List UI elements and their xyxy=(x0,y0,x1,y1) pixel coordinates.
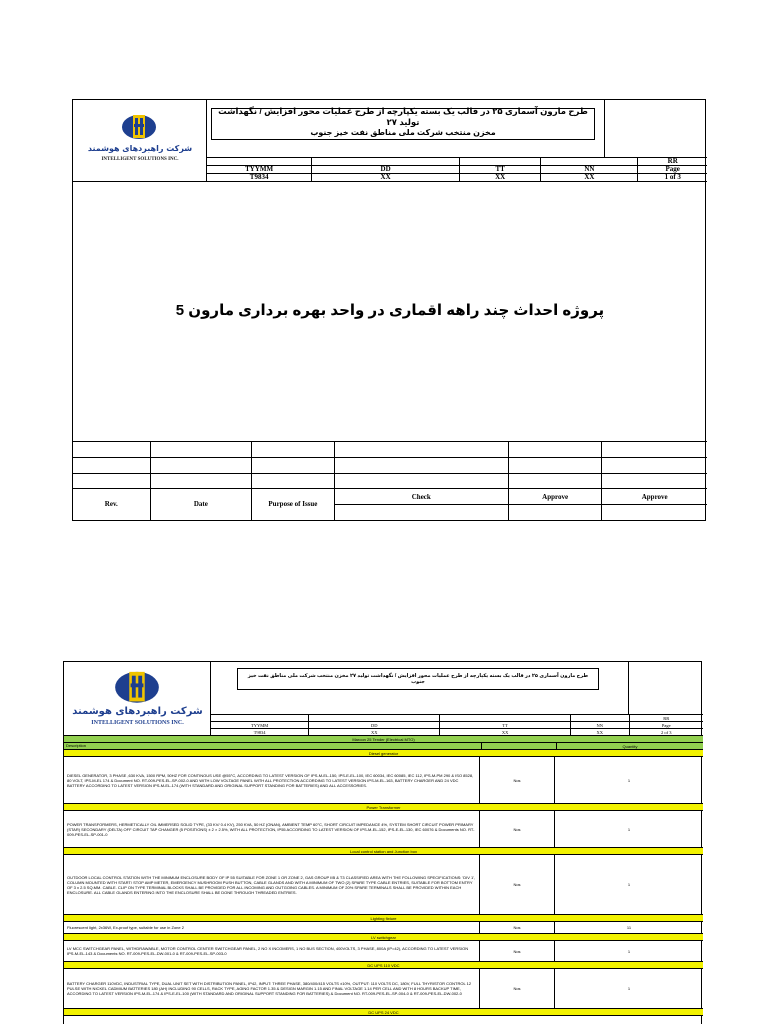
check-header: Check xyxy=(334,489,508,505)
company-name: شرکت راهبرد‌های هوشمند xyxy=(87,143,193,153)
company-name-en-2: INTELLIGENT SOLUTIONS INC. xyxy=(91,719,184,726)
logo-cell xyxy=(73,100,207,181)
date-header: Date xyxy=(150,489,251,520)
code-head-page-2: Page xyxy=(629,722,703,729)
table-row xyxy=(64,811,703,848)
code-head-tyymm-2: TYYMM xyxy=(211,722,309,729)
item-quantity: 1 xyxy=(554,969,703,1008)
project-title-line-2: مخزن منتخب شرکت ملی مناطق نفت خیز جنوب xyxy=(310,127,496,137)
revision-table xyxy=(73,441,707,520)
page-1 xyxy=(72,99,706,521)
code-head-nn-2: NN xyxy=(571,722,630,729)
project-title-frame xyxy=(211,108,595,140)
code-head-rr-2: RR xyxy=(629,715,703,722)
mto-column-header xyxy=(64,743,703,750)
item-description: DIESEL GENERATOR, 3 PHASE ,630 KVA, 1500 RPM, 50HZ FOR CONTINOUS USE @55°C, ACCORDING TO LATEST VERSION OF IPS-M-EL-150, IPS-E-EL-100, IEC 60034, IEC 60085, IEC 112, IPS-M-PM 290 & ISO 8528, 80 VOLT, IPS-M-EL 174 & Document NO. RT-009-PES-EL-SP-002-0 AND WITH LOW VOLTAGE PANEL WITH ALL PROTECTION ACCORDING TO LATEST VERSION IPS-M-EL-163, BATTERY CHARGER AND 24 VDC BATTERY ACCORDING TO LATEST VERSION IPS-M-EL-174 (WITH STANDARD AND ORIGINAL SUPPORT STANDING FOR BATTERIES) AND ALL ACCESSORIES. xyxy=(67,772,474,788)
company-logo-2 xyxy=(112,668,162,704)
section-title: Diesel generator xyxy=(64,750,703,757)
item-unit: Nos xyxy=(479,757,554,803)
item-unit: Nos xyxy=(479,811,554,847)
section-title: Local control station and Junction box xyxy=(64,848,703,855)
code-head-dd-2: DD xyxy=(309,722,440,729)
purpose-header: Purpose of Issue xyxy=(252,489,335,520)
item-description: OUTDOOR LOCAL CONTROL STATION WITH THE MINIMUM ENCLOSURE BODY OF IP 55 SUITABLE FOR ZONE 1 OR ZONE 2, GAS GROUP IIB & T3 CLASSIFIED AREA WITH THE FOLLOWING SPECIFICATIONS: 'DIV 1', COLUMN MOUNTED WITH START/ STOP AMP METER, EMERGENCY MUSHROOM PUSH BUTTON, CABLE GLANDS AND WITH A MINIMUM OF TWO (2) SPARE TYPE CABLE ENTRIES, SUITABLE FOR BOTTOM ENTRY OF 3 x 2.5 SQ.MM. CABLE. CLIP ON TYPE TERMINAL BLOCKS SHALL BE PROVIDED FOR ALL INCOMING AND OUTGOING CABLES. A MINIMUM OF 20% SPARE TERMINALS SHALL BE PROVIDED WITHIN EACH ENCLOSURE. ALL CABLE GLANDS ENTERING INTO THE ENCLOSURE SHALL BE DONE THROUGH THREADED ENTRIES. xyxy=(67,874,476,895)
mto-table xyxy=(64,735,703,1025)
code-val-tt-2: XX xyxy=(440,729,571,736)
document-title: پروژه احداث چند راهه اقماری در واحد بهره برداری مارون 5 xyxy=(175,302,605,319)
project-title-2: طرح مارون آسماری ۲۵ در قالب یک بسته یکپارچه از طرح عملیات محور افزایش / نگهداشت تولید ۲۷ مخزن منتخب شرکت ملی مناطق نفت خیز جنوب xyxy=(237,668,599,690)
mto-sections xyxy=(64,750,703,1016)
code-val-tt: XX xyxy=(459,174,540,182)
rev-header: Rev. xyxy=(73,489,150,520)
item-quantity: 1 xyxy=(554,855,703,914)
mto-title: Maroon 25 Tender (Electrical MTO) xyxy=(64,736,703,743)
item-description: POWER TRANSFORMERS, HERMETICALLY OIL IMMERSED SOLID TYPE, (33 KV/ 0.4 KV), 250 KVA, 50 HZ (ONAN), AMBIENT TEMP 60°C, SHORT CIRCUIT IMPEDANCE 4%, SYSTEM SHORT CIRCUIT POWER PRIMARY (STAR) SECONDARY (DELTA) OFF CIRCUIT TAP CHANGER (5 POSITIONS) ± 2 × 2.5%, WITH ALL PROTECTION, IP55 ACCORDING TO LATEST VERSION OF IPS-M-EL-152, IPS-E-EL-130, IEC 60076 & Documents NO. RT-009-PES-EL-SP-001-0 xyxy=(67,821,475,837)
code-val-dd: XX xyxy=(312,174,460,182)
code-head-page: Page xyxy=(638,166,707,174)
table-row xyxy=(64,922,703,934)
code-head-tyymm: TYYMM xyxy=(207,166,312,174)
item-quantity: 1 xyxy=(554,757,703,803)
code-val-page-2: 2 of 3 xyxy=(629,729,703,736)
approve-header-2: Approve xyxy=(602,489,707,505)
code-head-rr: RR xyxy=(638,158,707,166)
document-code-table xyxy=(207,157,707,182)
table-row xyxy=(64,757,703,804)
item-description: Fluorescent light, 2x36W, Ex-proof type, suitable for use in Zone 2 xyxy=(67,925,184,930)
section-title: Power Transformer xyxy=(64,804,703,811)
code-val-tyymm: T9834 xyxy=(207,174,312,182)
col-quantity: Quantity xyxy=(556,743,703,749)
table-row xyxy=(64,969,703,1009)
section-title: DC UPS 110 VDC xyxy=(64,962,703,969)
company-name-2: شرکت راهبرد‌های هوشمند xyxy=(72,705,203,717)
table-row xyxy=(64,941,703,962)
code-val-tyymm-2: T9834 xyxy=(211,729,309,736)
project-box-2 xyxy=(211,662,629,714)
page-2 xyxy=(63,661,702,1024)
section-title: Lighting fixture xyxy=(64,915,703,922)
item-quantity: 1 xyxy=(554,811,703,847)
code-head-dd: DD xyxy=(312,166,460,174)
col-description: Description xyxy=(66,743,87,748)
section-title: LV switchgear xyxy=(64,934,703,941)
company-name-en: INTELLIGENT SOLUTIONS INC. xyxy=(101,156,179,162)
code-head-tt: TT xyxy=(459,166,540,174)
project-box xyxy=(207,100,605,157)
project-title-line-1: طرح مارون آسماری ۲۵ در قالب یک بسته یکپارچه از طرح عملیات محور افزایش / نگهداشت تولید ۲۷ xyxy=(218,106,588,127)
document-code-table-2 xyxy=(211,714,703,736)
section-title: DC UPS 24 VDC xyxy=(64,1009,703,1016)
item-quantity: 1 xyxy=(554,941,703,961)
logo-emblem-icon xyxy=(121,112,157,140)
item-description: LV MCC SWITCHGEAR PANEL, WITHDRAWABLE, MOTOR CONTROL CENTER SWITCHGEAR PANEL, 2 NO X INCOMERS, 1 NO BUS SECTION, 400VOLTS, 3 PHASE, 800A (IP=42), ACCORDING TO LATEST VERSION IPS-M-EL-143 & Documents NO. RT-009-PES-EL-DW-001-0 & RT-009-PES-EL-SP-003-0 xyxy=(67,946,469,956)
approve-header-1: Approve xyxy=(508,489,602,505)
logo-cell-2 xyxy=(64,662,211,735)
code-val-nn-2: XX xyxy=(571,729,630,736)
item-unit: Nos xyxy=(479,922,554,933)
company-logo xyxy=(121,112,157,140)
code-val-nn: XX xyxy=(541,174,638,182)
item-unit: Nos xyxy=(479,969,554,1008)
code-head-nn: NN xyxy=(541,166,638,174)
code-head-tt-2: TT xyxy=(440,722,571,729)
table-row xyxy=(64,855,703,915)
code-val-dd-2: XX xyxy=(309,729,440,736)
logo-emblem-icon xyxy=(112,668,162,704)
item-unit: Nos xyxy=(479,855,554,914)
header-divider xyxy=(73,181,707,182)
item-quantity: 11 xyxy=(554,922,703,933)
item-description: BATTERY CHARGER 110VDC, INDUSTRIAL TYPE, DUAL UNIT SET WITH DISTRIBUTION PANEL, IP42, INPUT: THREE PHASE, 380/400/415 VOLTS ±10%, OUTPUT: 110 VOLTS DC, 180V, FULL THYRISTOR CONTROL 12 PULSE WITH NICKEL CADMIUM BATTERIES 180 (AH) INCLUDING 90 CELLS, RACK TYPE, AGING FACTOR 1.35 & DESIGN MARGIN 1.15 AND FINAL VOLTAGE 1.14 PER CELL AND WITH 8 HOURS BACKUP TIME, ACCORDING TO LATEST VERSION IPS-M-EL-174 & IPS-E-EL-100 (WITH STANDARD AND ORIGINAL SUPPORT STANDING FOR BATTERIES) & Document NO. RT-009-PES-EL-SP-004-0 & RT-009-PES-EL-DW-002-0 xyxy=(67,981,472,996)
item-unit: Nos xyxy=(479,941,554,961)
code-val-page: 1 of 3 xyxy=(638,174,707,182)
